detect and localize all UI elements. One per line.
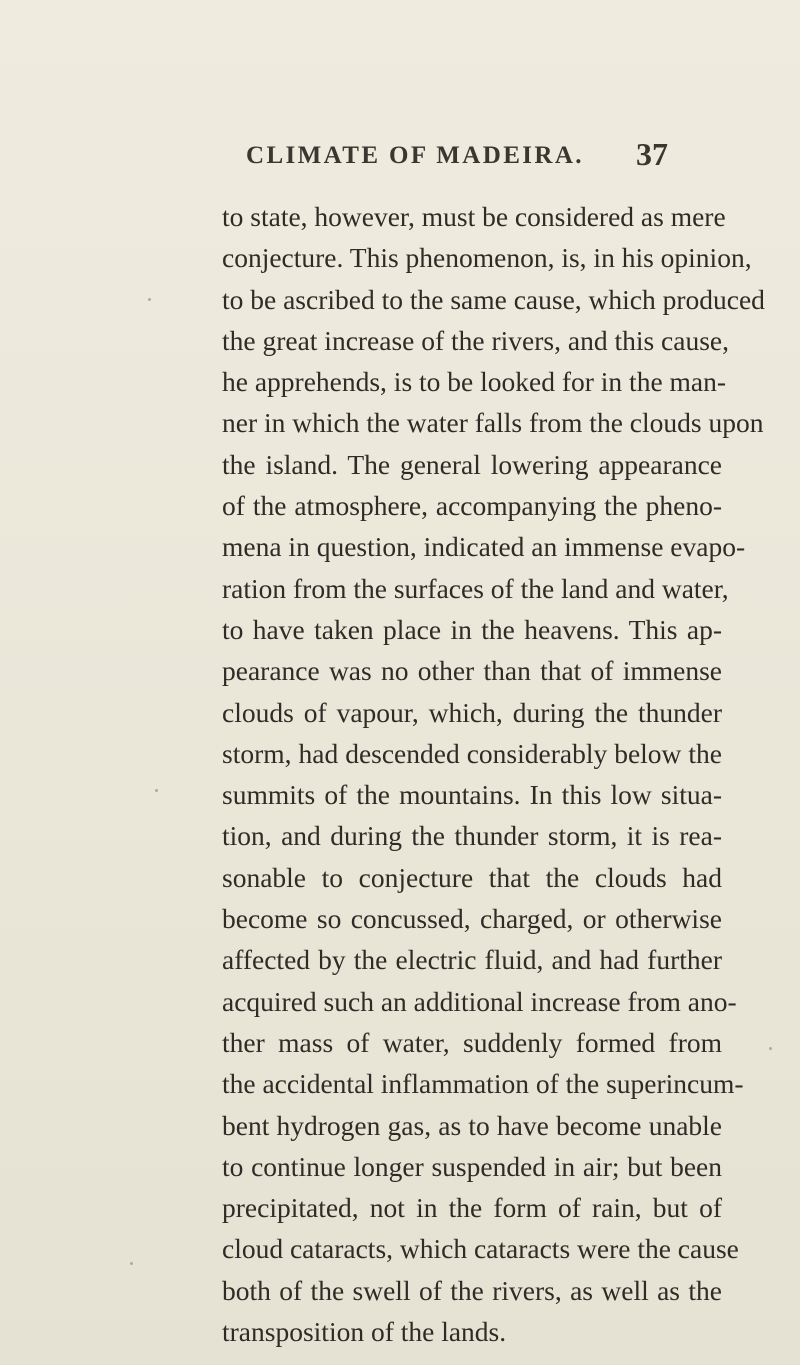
paper-speck	[130, 1262, 133, 1265]
text-line: the island. The general lowering appearance	[222, 448, 722, 480]
text-line: become so concussed, charged, or otherwise	[222, 903, 722, 935]
text-line: pearance was no other than that of immense	[222, 655, 722, 687]
text-line: he apprehends, is to be looked for in the man-	[222, 366, 727, 398]
text-line: acquired such an additional increase from ano-	[222, 985, 737, 1017]
text-line: mena in question, indicated an immense evapo-	[222, 531, 746, 563]
text-line: ner in which the water falls from the clouds upon	[222, 407, 764, 439]
text-line: transposition of the lands.	[222, 1316, 507, 1348]
text-line: to state, however, must be considered as mere	[222, 201, 726, 232]
text-line: to have taken place in the heavens. This ap-	[222, 613, 722, 645]
text-line: ther mass of water, suddenly formed from	[222, 1026, 722, 1058]
text-line: of the atmosphere, accompanying the pheno-	[222, 490, 722, 522]
paper-speck	[148, 298, 151, 301]
text-line: to continue longer suspended in air; but been	[222, 1150, 722, 1182]
text-line: to be ascribed to the same cause, which produced	[222, 283, 765, 315]
text-line: both of the swell of the rivers, as well as the	[222, 1274, 722, 1306]
page-number: 37	[636, 136, 668, 172]
text-line: the accidental inflammation of the superincum-	[222, 1068, 744, 1100]
body-paragraph	[222, 196, 765, 1352]
running-head	[246, 136, 686, 176]
text-line: summits of the mountains. In this low situa-	[222, 779, 722, 811]
running-title: CLIMATE OF MADEIRA.	[246, 142, 584, 169]
text-line: clouds of vapour, which, during the thunder	[222, 696, 722, 728]
text-line: bent hydrogen gas, as to have become unable	[222, 1109, 722, 1141]
text-line: tion, and during the thunder storm, it is rea-	[222, 820, 722, 852]
paper-speck	[769, 1047, 772, 1050]
text-line: precipitated, not in the form of rain, but of	[222, 1192, 722, 1224]
text-line: affected by the electric fluid, and had further	[222, 944, 722, 976]
text-line: conjecture. This phenomenon, is, in his opinion,	[222, 242, 752, 274]
text-line: cloud cataracts, which cataracts were the cause	[222, 1233, 739, 1265]
paper-speck	[155, 789, 158, 792]
text-line: sonable to conjecture that the clouds had	[222, 861, 722, 893]
text-line: ration from the surfaces of the land and water,	[222, 572, 729, 604]
text-line: the great increase of the rivers, and this cause,	[222, 324, 730, 356]
text-line: storm, had descended considerably below the	[222, 737, 722, 769]
